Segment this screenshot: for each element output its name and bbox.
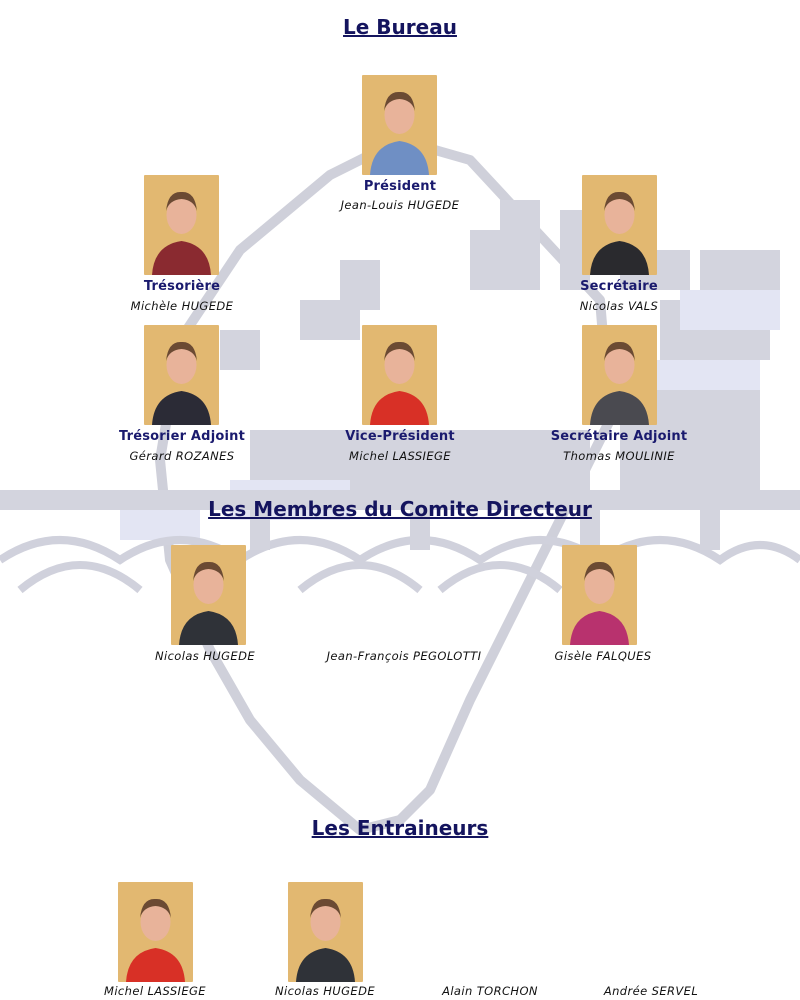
role-secretaire: Secrétaire (580, 279, 658, 294)
portrait-comite-nicolas-hugede (171, 545, 246, 645)
name-entraineur-4: Andrée SERVEL (603, 984, 699, 998)
portrait-entraineur-michel-lassiege (118, 882, 193, 982)
name-tresoriere: Michèle HUGEDE (130, 299, 234, 313)
name-entraineur-3: Alain TORCHON (442, 984, 538, 998)
name-tresorier-adjoint: Gérard ROZANES (129, 449, 235, 463)
section-title-comite: Les Membres du Comite Directeur (208, 497, 592, 521)
portrait-vice-president (362, 325, 437, 425)
role-tresorier-adjoint: Trésorier Adjoint (118, 429, 246, 444)
section-title-entraineurs: Les Entraineurs (311, 816, 489, 840)
name-president: Jean-Louis HUGEDE (340, 198, 460, 212)
role-president: Président (363, 179, 437, 194)
portrait-tresoriere (144, 175, 219, 275)
name-comite-2: Jean-François PEGOLOTTI (326, 649, 482, 663)
name-entraineur-1: Michel LASSIEGE (104, 984, 206, 998)
portrait-entraineur-nicolas-hugede (288, 882, 363, 982)
section-title-bureau: Le Bureau (343, 15, 457, 39)
portrait-comite-gisele-falques (562, 545, 637, 645)
name-entraineur-2: Nicolas HUGEDE (274, 984, 375, 998)
name-comite-3: Gisèle FALQUES (554, 649, 652, 663)
name-vice-president: Michel LASSIEGE (349, 449, 451, 463)
name-secretaire-adjoint: Thomas MOULINIE (563, 449, 675, 463)
role-tresoriere: Trésorière (143, 279, 221, 294)
portrait-secretaire-adjoint (582, 325, 657, 425)
name-comite-1: Nicolas HUGEDE (154, 649, 255, 663)
portrait-president (362, 75, 437, 175)
portrait-tresorier-adjoint (144, 325, 219, 425)
role-vice-president: Vice-Président (345, 429, 455, 444)
portrait-secretaire (582, 175, 657, 275)
name-secretaire: Nicolas VALS (579, 299, 659, 313)
role-secretaire-adjoint: Secrétaire Adjoint (550, 429, 688, 444)
